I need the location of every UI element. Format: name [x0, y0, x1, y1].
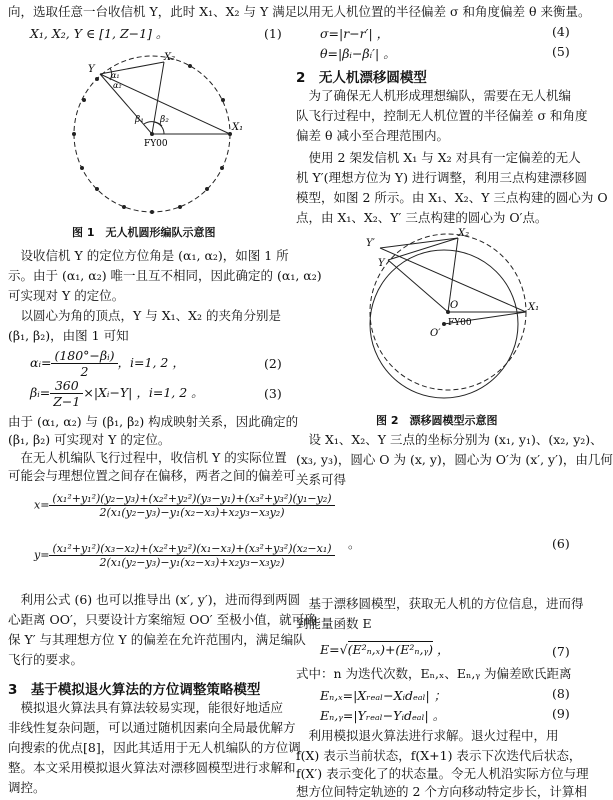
equation-number: (5)	[552, 44, 570, 59]
text-line: f(X′) 表示变化了的状态量。令无人机沿实际方位与理	[296, 766, 589, 781]
text-line: 心距离 OO′，只要设计方案缩短 OO′ 至极小值，就可确	[8, 612, 317, 627]
equation-5: θ=|βᵢ−βᵢ′| 。	[320, 46, 396, 61]
text-line: 模型，如图 2 所示。由 X₁、X₂、Y 三点构建的圆心为 O	[296, 190, 608, 205]
text-line: 以用无人机位置的半径偏差 σ 和角度偏差 θ 来衡量。	[296, 4, 591, 19]
label-X1: X₁	[528, 302, 540, 313]
equation-8: Eₙ,ₓ=|Xᵣₑₐₗ−Xᵢdₑₐₗ| ；	[320, 688, 447, 703]
text-line: 以圆心为角的顶点，Y 与 X₁、X₂ 的夹角分别是	[8, 308, 281, 323]
text-line: 利用公式 (6) 也可以推导出 (x′, y′)，进而得到两圆	[8, 592, 301, 607]
label-O: O	[450, 300, 459, 311]
text-line: 飞行的要求。	[8, 652, 84, 667]
text-line: 机 Y′(理想方位为 Y) 进行调整，利用三点构建漂移圆	[296, 170, 588, 185]
text-line: 在无人机编队飞行过程中，收信机 Y 的实际位置	[8, 450, 287, 465]
text-line: 模拟退火算法具有算法较易实现，能很好地适应	[8, 700, 284, 715]
label-beta2: β₂	[160, 115, 169, 125]
figure-2-diagram	[348, 228, 548, 406]
text-line: 利用模拟退火算法进行求解。退火过程中，用	[296, 728, 559, 743]
equation-number: (7)	[552, 644, 570, 659]
line-Y-O	[100, 74, 152, 134]
label-O-prime: O′	[430, 328, 441, 339]
text-line: (x₃, y₃)，圆心 O 为 (x, y)，圆心为 O′为 (x′, y′)，由几何	[296, 452, 613, 467]
text-line: (β₁, β₂) 可实现对 Y 的定位。	[8, 432, 171, 447]
text-line: 向，选取任意一台收信机 Y，此时 X₁、X₂ 与 Y 满足	[8, 4, 298, 19]
text-line: 点，由 X₁、X₂、Y′ 三点构建的圆心为 O′点。	[296, 210, 548, 225]
text-line: 为了确保无人机形成理想编队，需要在无人机编	[296, 88, 572, 103]
equation-3: βᵢ= $\frac{360}{Z-1}$ ×|Xᵢ−Y| ，i=1, 2 。	[30, 378, 204, 409]
equation-7: E=√(E²ₙ,ₓ)+(E²ₙ,ᵧ) ，	[320, 642, 450, 657]
figure-1-caption: 图 1 无人机圆形编队示意图	[72, 226, 216, 239]
text-line: 整。本文采用模拟退火算法对漂移圆模型进行求解和	[8, 760, 296, 775]
equation-number: (4)	[552, 24, 570, 39]
text-line: f(X) 表示当前状态，f(X+1) 表示下次迭代后状态，	[296, 748, 582, 763]
line-Y-O	[388, 260, 448, 312]
equation-6-terminator: 。	[348, 536, 361, 551]
equation-4: σ=|r−r′| ，	[320, 26, 390, 41]
equation-1: X₁, X₂, Y ∈ [1, Z−1] 。	[30, 26, 169, 41]
equation-6-y: y= $\frac{\text{(x₁²+y₁²)(x₃−x₂)+(x₂²+y₂²)(x₁−x₃)+(x₃²+y₃²)(x₂−x₁)}}{\text{2(x₁(y₂−y₃)−y₁(x₂−x₃)+x₂y₃−x₃y₂)}}$	[34, 542, 335, 569]
text-line: 向搜索的优点[8]，因此其适用于无人机编队的方位调	[8, 740, 301, 755]
label-Y: Y	[378, 258, 385, 269]
text-line: 示。由于 (α₁, α₂) 唯一且互不相同，因此确定的 (α₁, α₂)	[8, 268, 322, 283]
equation-number: (8)	[552, 686, 570, 701]
figure-2-caption: 图 2 漂移圆模型示意图	[376, 414, 498, 427]
label-center: FY00	[144, 139, 168, 149]
text-line: 设收信机 Y 的定位方位角是 (α₁, α₂)，如图 1 所	[8, 248, 289, 263]
section-heading-2: 2 无人机漂移圆模型	[296, 70, 427, 86]
label-X1: X₁	[232, 122, 244, 133]
text-line: (β₁, β₂)，由图 1 可知	[8, 328, 129, 343]
equation-2: αᵢ= $\frac{\text{(180°−βᵢ)}}{2}$ ，i=1, 2 ，	[30, 348, 185, 379]
text-line: 到能量函数 E	[296, 616, 372, 631]
equation-number: (1)	[264, 26, 282, 41]
text-line: 偏差 θ 减小至合理范围内。	[296, 128, 449, 143]
equation-number: (3)	[264, 386, 282, 401]
section-heading-3: 3 基于模拟退火算法的方位调整策略模型	[8, 682, 261, 698]
text-line: 由于 (α₁, α₂) 与 (β₁, β₂) 构成映射关系，因此确定的	[8, 414, 299, 429]
figure-1-diagram	[40, 48, 260, 218]
label-beta1: β₁	[135, 115, 144, 125]
label-X2: X₂	[164, 52, 176, 63]
text-line: 非线性复杂问题，可以通过随机因素向全局最优解方	[8, 720, 296, 735]
label-X2: X₂	[458, 228, 470, 239]
label-Y-prime: Y′	[366, 238, 375, 249]
text-line: 保 Y′ 与其理想方位 Y 的偏差在允许范围内，满足编队	[8, 632, 306, 647]
text-line: 调控。	[8, 780, 46, 795]
text-line: 使用 2 架发信机 X₁ 与 X₂ 对具有一定偏差的无人	[296, 150, 581, 165]
text-line: 想方位间特定轨迹的 2 个方向移动特定步长，计算相	[296, 784, 587, 799]
label-alpha1: α₁	[111, 71, 120, 80]
text-line: 可实现对 Y 的定位。	[8, 288, 125, 303]
label-center: FY00	[448, 318, 472, 328]
text-line: 设 X₁、X₂、Y 三点的坐标分别为 (x₁, y₁)、(x₂, y₂)、	[296, 432, 603, 447]
equation-number: (2)	[264, 356, 282, 371]
equation-9: Eₙ,ᵧ=|Yᵣₑₐₗ−Yᵢdₑₐₗ| 。	[320, 708, 446, 723]
text-line: 基于漂移圆模型，获取无人机的方位信息，进而得	[296, 596, 584, 611]
label-alpha2: α₂	[113, 81, 122, 90]
equation-number: (9)	[552, 706, 570, 721]
text-line: 队飞行过程中，控制无人机位置的半径偏差 σ 和角度	[296, 108, 588, 123]
equation-number: (6)	[552, 536, 570, 551]
text-line: 式中：n 为迭代次数，Eₙ,ₓ、Eₙ,ᵧ 为偏差欧氏距离	[296, 666, 572, 681]
label-Y: Y	[88, 64, 95, 75]
text-line: 可能会与理想位置之间存在偏移，两者之间的偏差可	[8, 468, 296, 483]
equation-6-x: x= $\frac{\text{(x₁²+y₁²)(y₂−y₃)+(x₂²+y₂²)(y₃−y₁)+(x₃²+y₃²)(y₁−y₂)}}{\text{2(x₁(y₂−y₃)−y₁(x₂−x₃)+x₂y₃−x₃y₂)}}$	[34, 492, 335, 519]
text-line: 关系可得	[296, 472, 347, 487]
